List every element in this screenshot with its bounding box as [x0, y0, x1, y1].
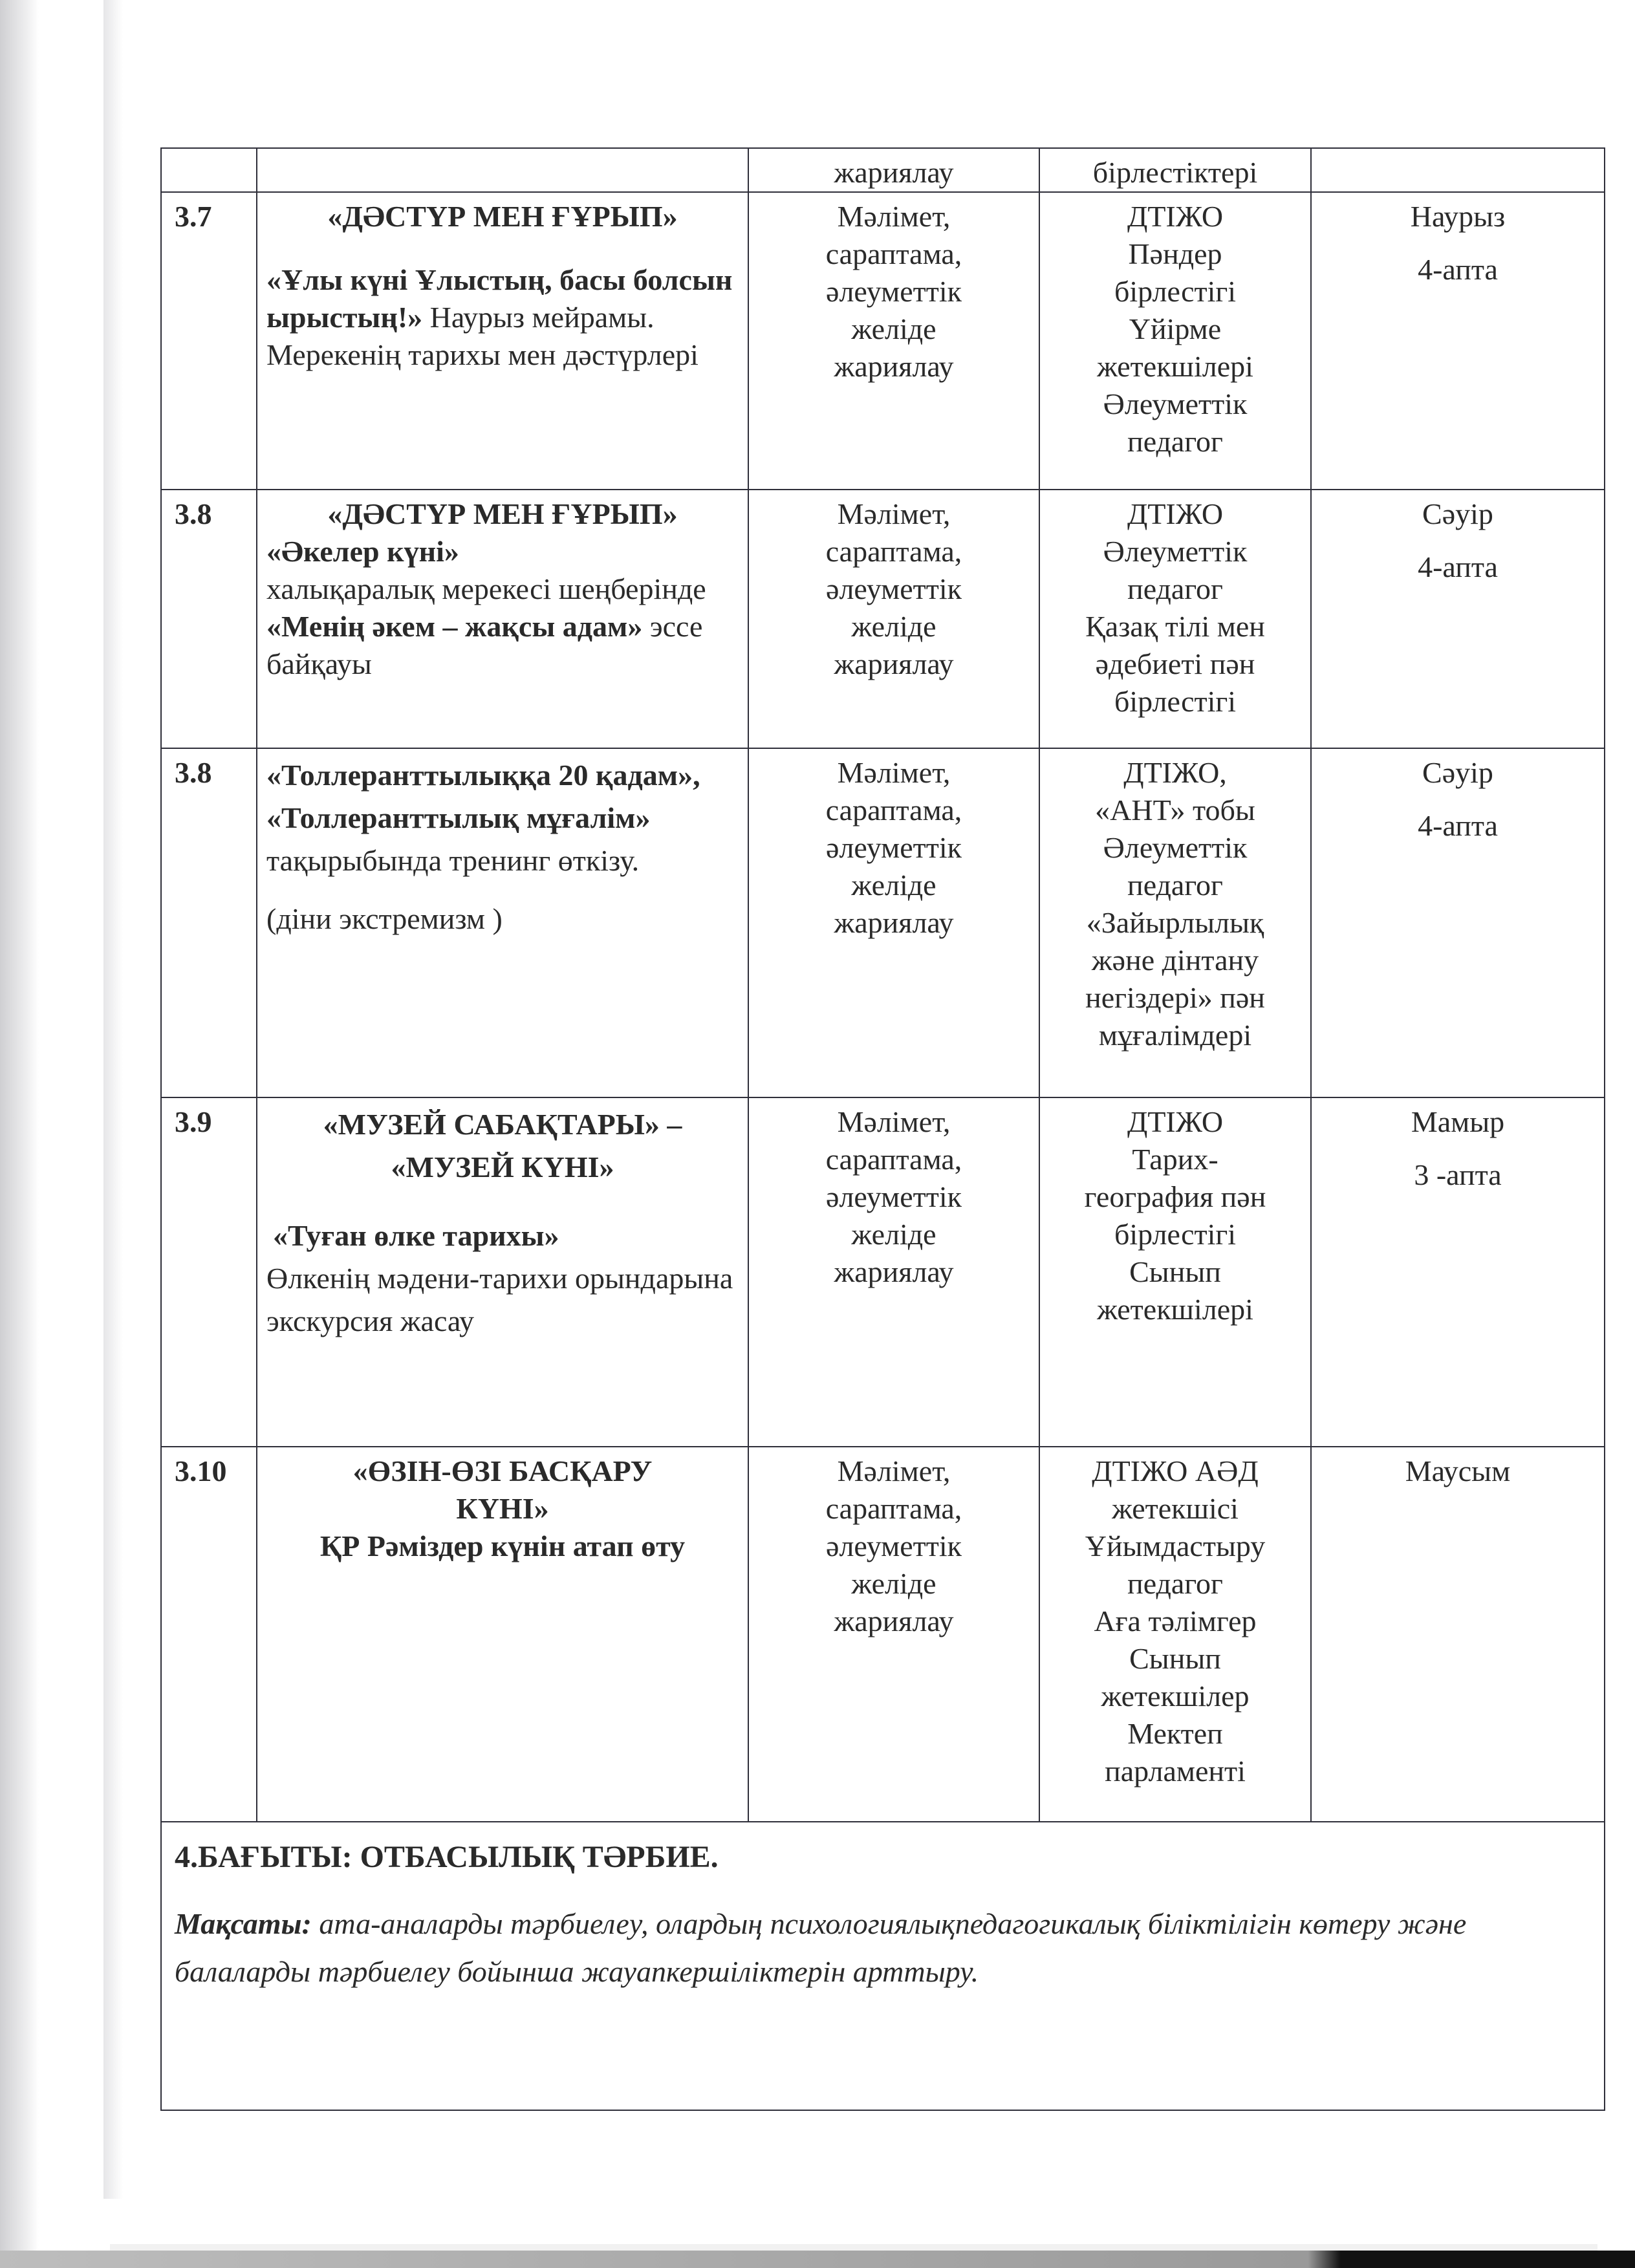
scan-page-edge: [103, 0, 123, 2199]
cell-deadline: [1311, 490, 1605, 748]
activity-description: Өлкенің мәдени-тарихи орындарына экскурсия жасау: [266, 1262, 733, 1337]
scan-binding-shadow: [0, 0, 39, 2268]
cell-activity: [257, 1447, 748, 1822]
cell-activity: [257, 148, 748, 192]
activity-title: «Ұлы күні Ұлыстың, басы болсын ырыстың!»: [266, 263, 733, 334]
cell-deadline: [1311, 148, 1605, 192]
section-cell: [161, 1822, 1605, 2110]
cell-num: [161, 148, 257, 192]
deadline-month: Сәуір: [1422, 497, 1493, 530]
goal-text: ата-аналарды тәрбиелеу, олардың психологиялықпедагогикалық біліктілігін көтеру және балаларды тәрбиелеу бойынша жауапкершіліктерін арттыру.: [175, 1907, 1467, 1988]
table-row: [161, 192, 1605, 490]
cell-form: Мәлімет, сараптама, әлеуметтік желіде жариялау: [748, 1447, 1039, 1822]
deadline-week: 4-апта: [1418, 809, 1498, 842]
table-row-continued: [161, 148, 1605, 192]
cell-activity: [257, 192, 748, 490]
activity-heading: «МУЗЕЙ КҮНІ»: [391, 1150, 614, 1183]
activity-note: (діни экстремизм ): [266, 902, 503, 935]
cell-responsible: ДТІЖО Пәндер бірлестігі Үйірме жетекшілері Әлеуметтік педагог: [1039, 192, 1311, 490]
cell-responsible: ДТІЖО Тарих- география пән бірлестігі Сынып жетекшілері: [1039, 1097, 1311, 1447]
activity-heading: «ДӘСТҮР МЕН ҒҰРЫП»: [327, 200, 678, 233]
row-number: 3.10: [161, 1447, 257, 1822]
deadline-week: 3 -апта: [1414, 1158, 1502, 1191]
deadline-month: Сәуір: [1422, 756, 1493, 789]
activity-heading: «ДӘСТҮР МЕН ҒҰРЫП»: [327, 497, 678, 530]
activity-title: «Толлеранттылыққа 20 қадам», «Толлеранттылық мұғалім»: [266, 759, 700, 834]
activity-title: «Туған өлке тарихы»: [273, 1219, 559, 1252]
table-row: [161, 1097, 1605, 1447]
table-row: [161, 1447, 1605, 1822]
deadline-month: Мамыр: [1411, 1105, 1505, 1138]
deadline-week: 4-апта: [1418, 550, 1498, 583]
plan-table-page: [160, 147, 1604, 2111]
activity-heading: «МУЗЕЙ САБАҚТАРЫ» –: [323, 1108, 682, 1141]
cell-form: жариялау: [748, 148, 1039, 192]
activity-heading: «ӨЗІН-ӨЗІ БАСҚАРУ: [352, 1454, 653, 1487]
cell-form: Мәлімет, сараптама, әлеуметтік желіде жариялау: [748, 192, 1039, 490]
cell-responsible: ДТІЖО, «АНТ» тобы Әлеуметтік педагог «Зайырлылық және дінтану негіздері» пән мұғалімдері: [1039, 748, 1311, 1097]
deadline-month: Наурыз: [1410, 200, 1506, 233]
section-goal: [175, 1900, 1597, 1996]
cell-activity: [257, 490, 748, 748]
cell-responsible: ДТІЖО Әлеуметтік педагог Қазақ тілі мен әдебиеті пән бірлестігі: [1039, 490, 1311, 748]
row-number: 3.7: [161, 192, 257, 490]
deadline-month: Маусым: [1405, 1454, 1511, 1487]
row-number: 3.8: [161, 748, 257, 1097]
cell-deadline: [1311, 192, 1605, 490]
activity-heading: КҮНІ»: [456, 1492, 549, 1525]
cell-form: Мәлімет, сараптама, әлеуметтік желіде жариялау: [748, 748, 1039, 1097]
activity-title: ҚР Рәміздер күнін атап өту: [319, 1529, 686, 1562]
cell-form: Мәлімет, сараптама, әлеуметтік желіде жариялау: [748, 490, 1039, 748]
deadline-week: 4-апта: [1418, 253, 1498, 286]
activity-plan-table: [160, 147, 1605, 2111]
table-row: [161, 748, 1605, 1097]
cell-deadline: [1311, 1097, 1605, 1447]
cell-responsible: бірлестіктері: [1039, 148, 1311, 192]
cell-activity: [257, 748, 748, 1097]
section-row: [161, 1822, 1605, 2110]
cell-activity: [257, 1097, 748, 1447]
row-number: 3.9: [161, 1097, 257, 1447]
cell-responsible: ДТІЖО АӘД жетекшісі Ұйымдастыру педагог Аға тәлімгер Сынып жетекшілер Мектеп парламенті: [1039, 1447, 1311, 1822]
section-title: 4.БАҒЫТЫ: ОТБАСЫЛЫҚ ТӘРБИЕ.: [175, 1840, 719, 1874]
table-row: [161, 490, 1605, 748]
activity-title: «Әкелер күні»: [266, 535, 459, 568]
activity-description: халықаралық мерекесі шеңберінде «Менің әкем – жақсы адам» эссе байқауы: [266, 572, 706, 680]
row-number: 3.8: [161, 490, 257, 748]
cell-form: Мәлімет, сараптама, әлеуметтік желіде жариялау: [748, 1097, 1039, 1447]
goal-label: Мақсаты:: [175, 1907, 312, 1940]
activity-description: «Толлеранттылыққа 20 қадам», «Толлеранттылық мұғалім» тақырыбында тренинг өткізу.: [266, 759, 700, 877]
activity-description: «Ұлы күні Ұлыстың, басы болсын ырыстың!» Наурыз мейрамы. Мерекенің тарихы мен дәстүрлері: [266, 263, 733, 371]
cell-deadline: [1311, 1447, 1605, 1822]
cell-deadline: [1311, 748, 1605, 1097]
scan-bottom-shadow: [0, 2251, 1635, 2268]
